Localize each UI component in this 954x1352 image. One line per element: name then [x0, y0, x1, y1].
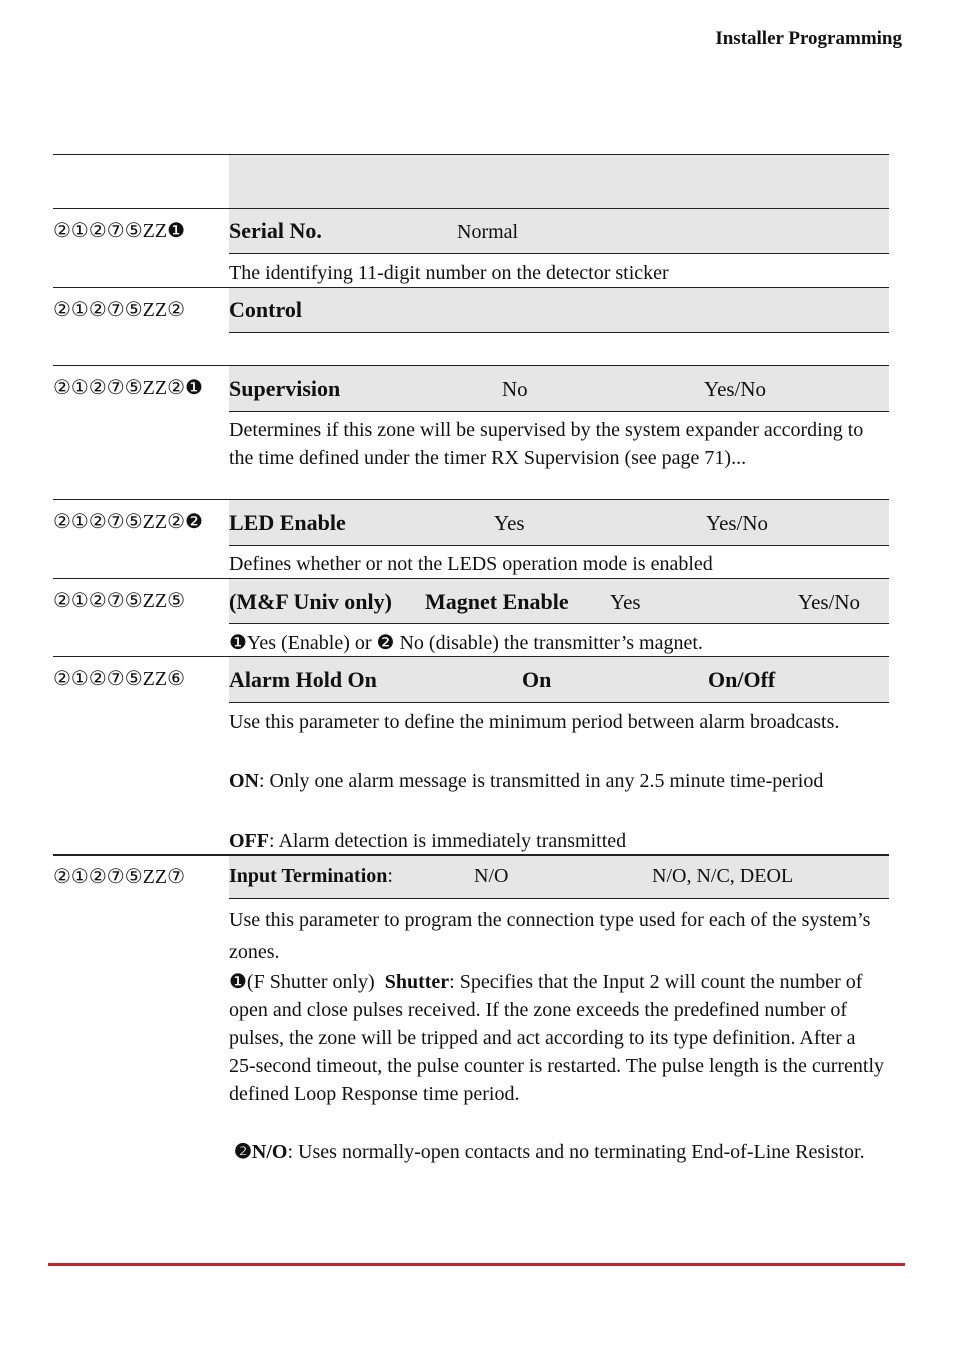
desc-input: Use this parameter to program the connection type used for each of the system’s zones.	[229, 909, 871, 963]
shutter-text: : Specifies that the Input 2 will count the number of open and close pulses received. If the zone exceeds the predefined number of pulses, the zone will be tripped and act according to its type definition. After a 25-second timeout, the pulse counter is restarted. The pulse length is the currently defined Loop Response time period.	[229, 971, 885, 1105]
desc-input-shutter	[229, 968, 887, 1108]
param-alarm: Alarm Hold On	[229, 667, 377, 692]
code-magnet: ②①②⑦⑤ZZ⑤	[53, 590, 186, 612]
desc-supervision: Determines if this zone will be supervised by the system expander according to the time defined under the timer RX Supervision (see page 71)...	[229, 419, 864, 469]
rule	[229, 332, 889, 333]
on-text: : Only one alarm message is transmitted in any 2.5 minute time-period	[259, 770, 824, 792]
default-alarm: On	[522, 667, 552, 692]
param-input-name: Input Termination	[229, 865, 388, 887]
default-supervision: No	[502, 377, 528, 401]
param-control: Control	[229, 297, 302, 322]
range-alarm: On/Off	[708, 667, 776, 692]
param-serial: Serial No.	[229, 218, 322, 243]
code-control: ②①②⑦⑤ZZ②	[53, 299, 186, 321]
default-magnet: Yes	[610, 590, 641, 614]
footer-rule	[48, 1263, 905, 1266]
rule	[229, 623, 889, 624]
rule	[229, 411, 889, 412]
param-magnet: Magnet Enable	[425, 589, 569, 614]
running-header: Installer Programming	[715, 28, 902, 49]
param-input	[229, 862, 393, 890]
range-magnet: Yes/No	[798, 590, 861, 614]
on-label: ON	[229, 770, 259, 792]
rule	[229, 702, 889, 703]
prefix-magnet: (M&F Univ only)	[229, 589, 392, 614]
desc-input-no	[229, 1138, 879, 1166]
default-led: Yes	[494, 511, 525, 535]
code-input: ②①②⑦⑤ZZ⑦	[53, 866, 186, 888]
rule	[229, 898, 889, 899]
rule	[229, 253, 889, 254]
param-supervision: Supervision	[229, 376, 341, 401]
code-supervision: ②①②⑦⑤ZZ②❶	[53, 377, 203, 399]
row-band-control	[229, 288, 889, 332]
range-supervision: Yes/No	[704, 377, 767, 401]
code-alarm: ②①②⑦⑤ZZ⑥	[53, 668, 186, 690]
off-text: : Alarm detection is immediately transmitted	[269, 830, 627, 852]
shutter-label: Shutter	[384, 971, 450, 993]
code-led: ②①②⑦⑤ZZ②❷	[53, 511, 203, 533]
desc-magnet: ❶Yes (Enable) or ❷ No (disable) the transmitter’s magnet.	[229, 632, 703, 654]
colon: :	[387, 865, 393, 887]
table-header-band	[229, 155, 889, 208]
default-serial: Normal	[457, 221, 519, 243]
no-text: : Uses normally-open contacts and no terminating End-of-Line Resistor.	[287, 1141, 865, 1163]
rule	[229, 545, 889, 546]
desc-serial: The identifying 11-digit number on the detector sticker	[229, 262, 669, 284]
param-led: LED Enable	[229, 510, 346, 535]
row-band-serial	[229, 209, 889, 253]
desc-alarm-off	[229, 827, 889, 855]
desc-led: Defines whether or not the LEDS operation mode is enabled	[229, 553, 713, 575]
desc-alarm-on	[229, 767, 869, 795]
range-input: N/O, N/C, DEOL	[652, 865, 794, 887]
off-label: OFF	[229, 830, 269, 852]
no-label: ❷N/O	[234, 1141, 288, 1163]
default-input: N/O	[474, 865, 509, 887]
range-led: Yes/No	[706, 511, 769, 535]
desc-alarm: Use this parameter to define the minimum period between alarm broadcasts.	[229, 711, 840, 733]
shutter-prefix: ❶(F Shutter only)	[229, 971, 375, 993]
code-serial: ②①②⑦⑤ZZ❶	[53, 220, 186, 242]
